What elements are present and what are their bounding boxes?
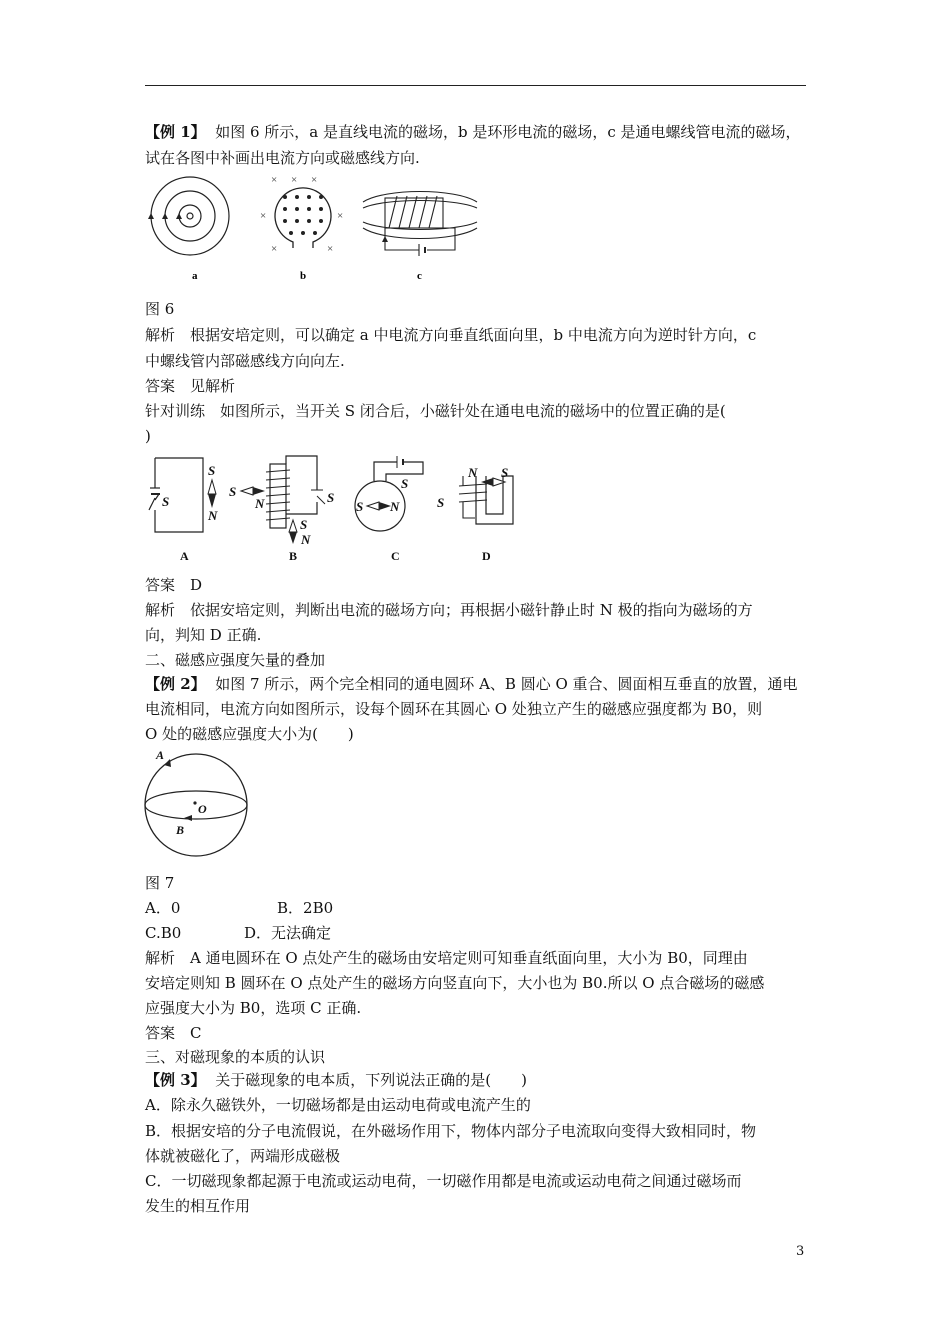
cross-mark: ×: [291, 174, 298, 186]
cross-mark: ×: [271, 243, 278, 255]
example-3-label: 【例 3】: [145, 1071, 206, 1089]
example-3-option-c-line-1: C．一切磁现象都起源于电流或运动电荷，一切磁作用都是电流或运动电荷之间通过磁场而: [145, 1172, 742, 1190]
example-2-option-c: C.B0: [145, 924, 182, 942]
pole-s-label: S: [208, 463, 216, 478]
switch-label: S: [437, 495, 445, 510]
cross-mark: ×: [271, 174, 278, 186]
option-b-label: B: [289, 549, 298, 563]
practice-question-line-2: ): [145, 427, 151, 445]
example-3-option-a: A．除永久磁铁外，一切磁场都是由运动电荷或电流产生的: [145, 1096, 531, 1114]
page-number: 3: [796, 1244, 805, 1259]
example-1-answer: 答案 见解析: [145, 377, 236, 395]
switch-label: S: [327, 490, 335, 505]
cross-mark: ×: [311, 174, 318, 186]
pole-n-label: N: [468, 465, 478, 480]
practice-question-line-1: 针对训练 如图所示，当开关 S 闭合后，小磁针处在通电电流的磁场中的位置正确的是(: [145, 402, 726, 420]
example-1-line-1: [145, 121, 801, 143]
center-o-label: O: [198, 802, 207, 816]
example-2-analysis-line-2: 安培定则知 B 圆环在 O 点处产生的磁场方向竖直向下，大小也为 B0.所以 O 点合磁场的磁感: [145, 974, 765, 992]
figure-6c-label: c: [417, 270, 422, 282]
example-2-option-a: A．0: [145, 899, 181, 917]
example-3-text: 关于磁现象的电本质，下列说法正确的是( ): [215, 1071, 527, 1089]
switch-label: S: [401, 476, 409, 491]
option-a-label: A: [180, 549, 189, 563]
pole-s-label: S: [229, 484, 237, 499]
example-2-label: 【例 2】: [145, 675, 206, 693]
pole-n-label: N: [208, 508, 218, 523]
example-2-analysis-line-1: 解析 A 通电圆环在 O 点处产生的磁场由安培定则可知垂直纸面向里，大小为 B0，同理由: [145, 949, 748, 967]
cross-mark: ×: [337, 210, 344, 222]
pole-n-label: N: [255, 496, 265, 511]
option-d-diagram: [437, 465, 513, 524]
example-3-option-b-line-1: B．根据安培的分子电流假说，在外磁场作用下，物体内部分子电流取向变得大致相同时，物: [145, 1122, 757, 1140]
example-2-answer: 答案 C: [145, 1024, 202, 1042]
cross-mark: ×: [260, 210, 267, 222]
pole-s-label: S: [300, 517, 308, 532]
example-2-option-b: B．2B0: [277, 899, 334, 917]
example-2-analysis-line-3: 应强度大小为 B0，选项 C 正确.: [145, 999, 362, 1017]
example-1-line-2: 试在各图中补画出电流方向或磁感线方向.: [145, 149, 420, 167]
practice-answer: 答案 D: [145, 576, 203, 594]
ring-a-label: A: [156, 748, 165, 762]
figure-6b-ring-current: [275, 188, 331, 248]
example-3-stem: [145, 1069, 527, 1091]
figure-6: [145, 172, 485, 290]
example-3-option-b-line-2: 体就被磁化了，两端形成磁极: [145, 1147, 341, 1165]
pole-n-label: N: [390, 499, 400, 514]
section-2-heading: 二、磁感应强度矢量的叠加: [145, 651, 326, 669]
example-2-text: 如图 7 所示，两个完全相同的通电圆环 A、B 圆心 O 重合、圆面相互垂直的放置，通电: [215, 675, 798, 693]
example-2-line-3: O 处的磁感应强度大小为( ): [145, 725, 354, 743]
figure-6b-label: b: [300, 270, 307, 282]
pole-n-label: N: [301, 532, 311, 547]
example-1-analysis-line-1: 解析 根据安培定则，可以确定 a 中电流方向垂直纸面向里，b 中电流方向为逆时针方向，c: [145, 326, 757, 344]
example-1-text: 如图 6 所示，a 是直线电流的磁场，b 是环形电流的磁场，c 是通电螺线管电流的磁场，: [215, 123, 801, 141]
option-c-diagram: [355, 456, 423, 531]
header-rule: [145, 85, 806, 86]
figure-6a-label: a: [192, 270, 198, 282]
practice-figure: [145, 450, 545, 568]
pole-s-label: S: [356, 499, 364, 514]
example-1-analysis-line-2: 中螺线管内部磁感线方向向左.: [145, 352, 345, 370]
option-a-diagram: [149, 458, 218, 532]
figure-6-caption: 图 6: [145, 300, 175, 318]
practice-analysis-line-2: 向，判知 D 正确.: [145, 626, 262, 644]
example-1-label: 【例 1】: [145, 123, 206, 141]
practice-analysis-line-1: 解析 依据安培定则，判断出电流的磁场方向；再根据小磁针静止时 N 极的指向为磁场的方: [145, 601, 753, 619]
example-2-option-d: D．无法确定: [244, 924, 332, 942]
example-2-line-2: 电流相同，电流方向如图所示，设每个圆环在其圆心 O 处独立产生的磁感应强度都为 B0，则: [145, 700, 763, 718]
switch-label: S: [162, 494, 170, 509]
cross-mark: ×: [327, 243, 334, 255]
pole-s-label: S: [501, 465, 509, 480]
figure-6a-straight-current: [148, 177, 229, 255]
option-c-label: C: [391, 549, 400, 563]
option-b-diagram: [229, 456, 334, 547]
example-2-line-1: [145, 673, 798, 695]
ring-b-label: B: [176, 823, 185, 837]
section-3-heading: 三、对磁现象的本质的认识: [145, 1048, 326, 1066]
figure-7-caption: 图 7: [145, 874, 175, 892]
figure-7: [140, 745, 255, 861]
example-3-option-c-line-2: 发生的相互作用: [145, 1197, 251, 1215]
option-d-label: D: [482, 549, 491, 563]
figure-6c-solenoid: [363, 192, 477, 257]
